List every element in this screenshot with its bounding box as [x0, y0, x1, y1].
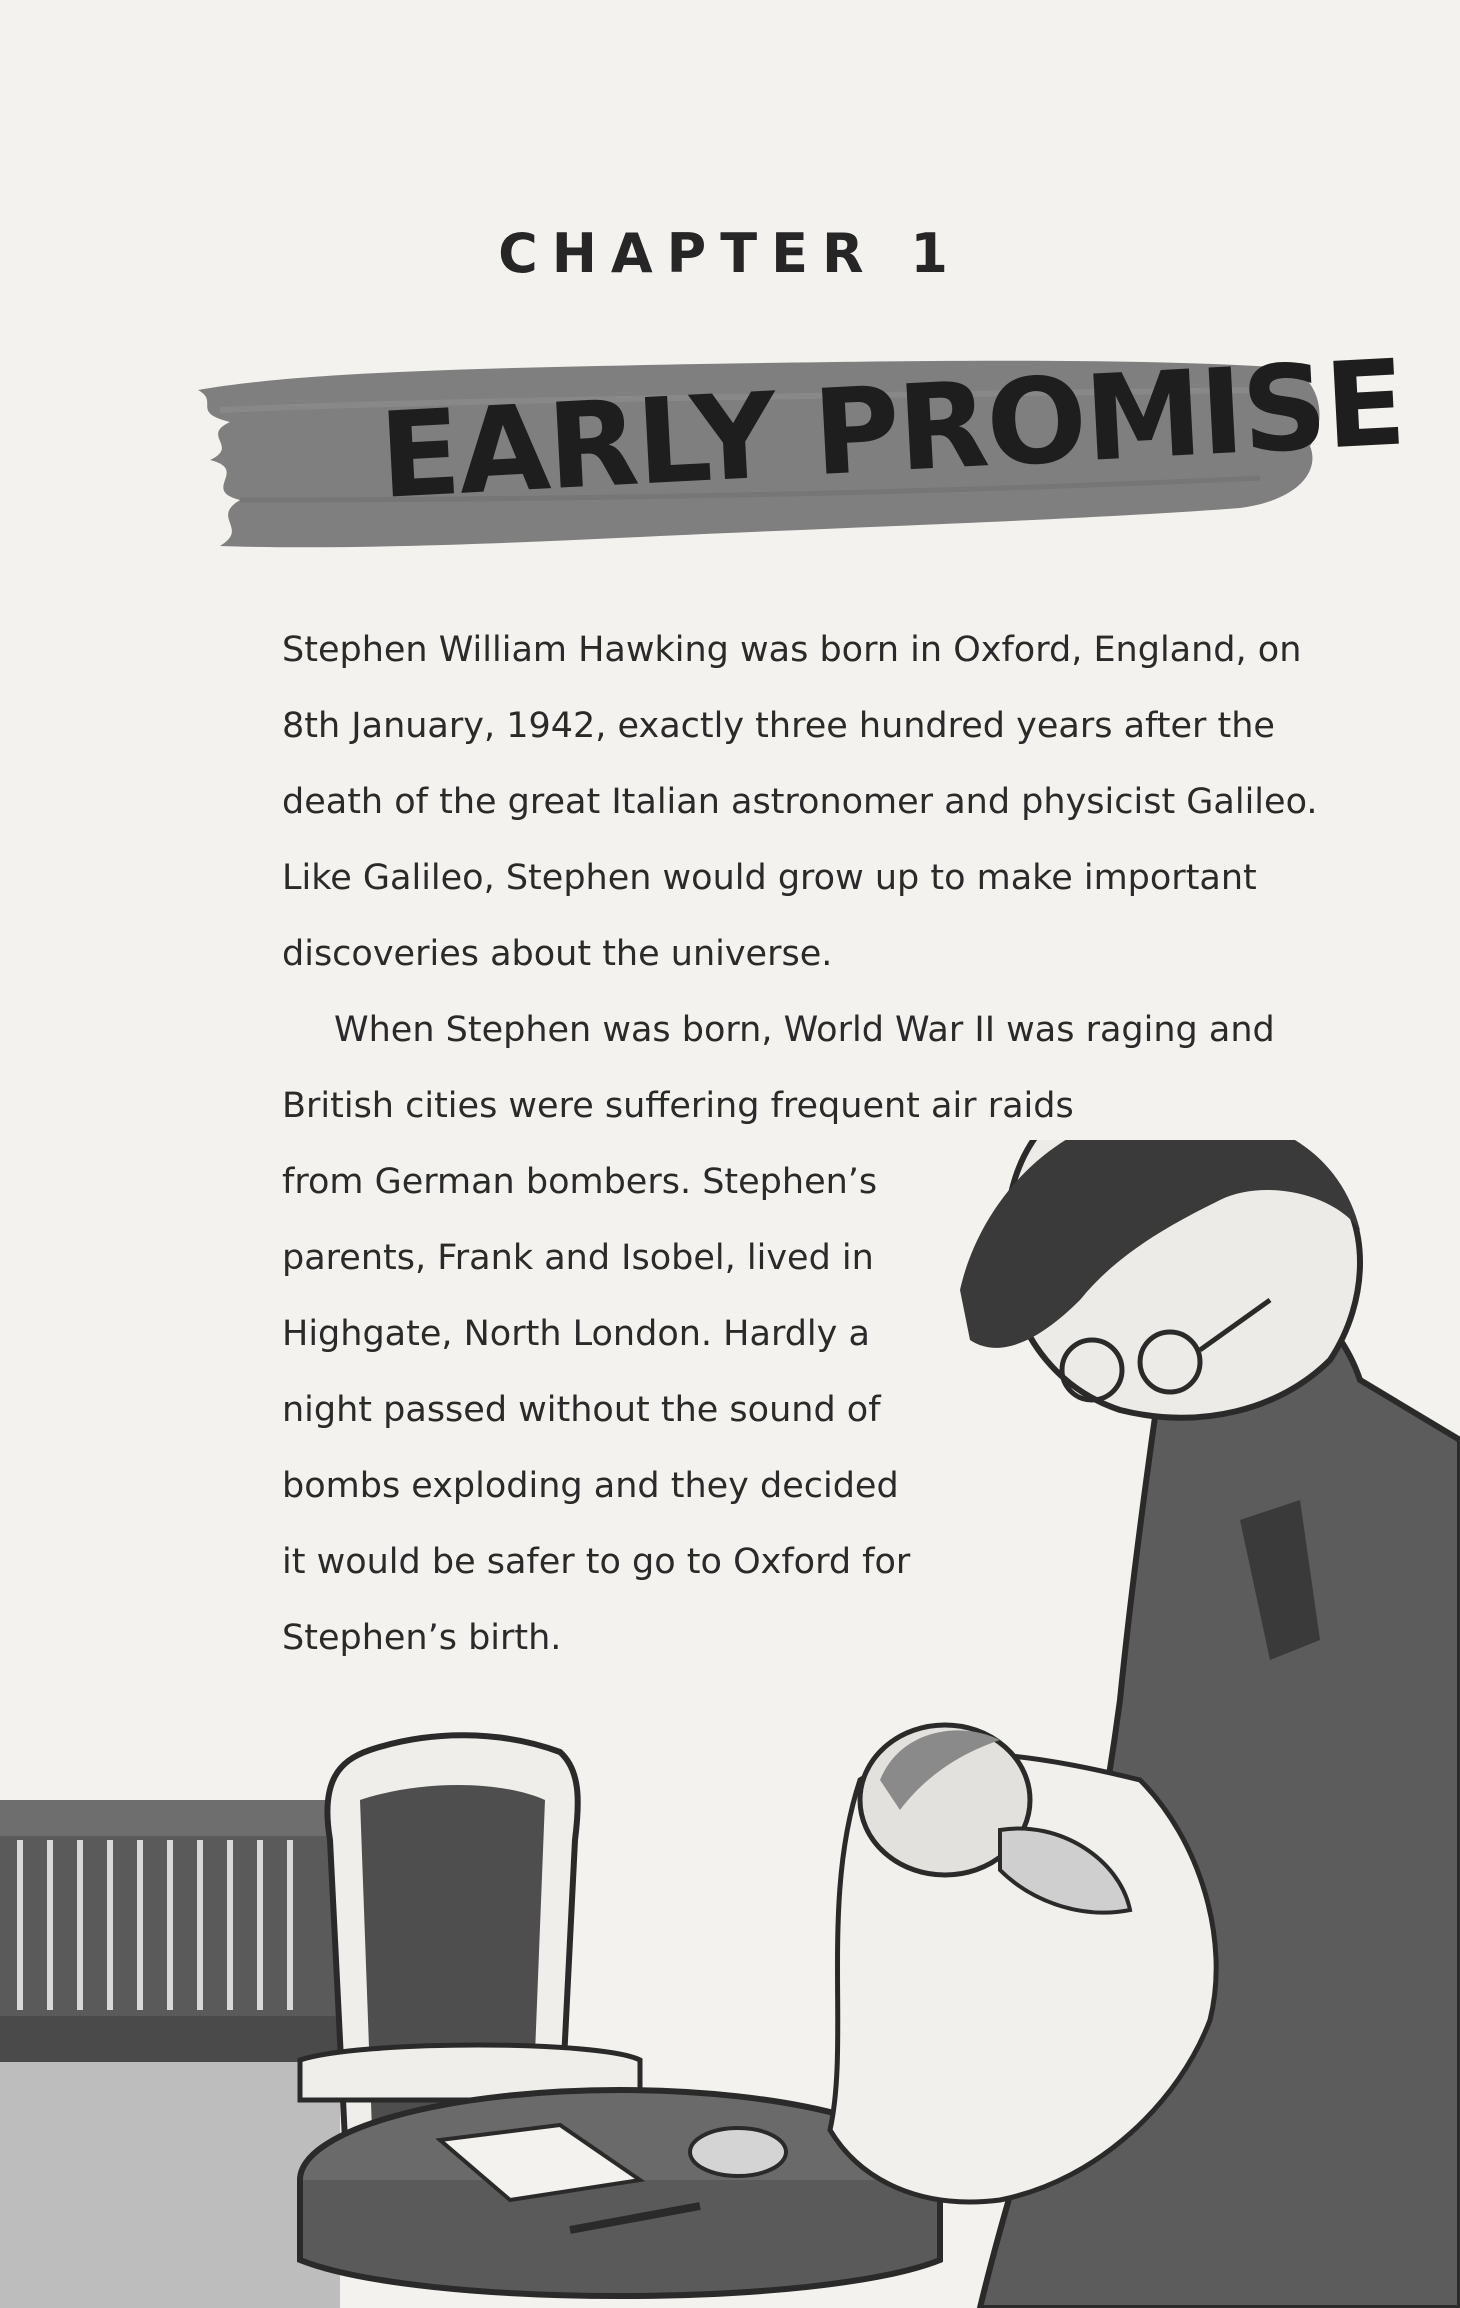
chapter-title: EARLY PROMISE — [376, 333, 1407, 525]
chapter-label: CHAPTER 1 — [498, 222, 962, 285]
paragraph-1: Stephen William Hawking was born in Oxford, England, on 8th January, 1942, exactly three hundred years after the death of the great Italian astronomer and physicist Galileo. Like Galileo, Stephen would grow up to make important discoveries about the universe. — [282, 630, 1318, 974]
father-holding-baby-illustration — [0, 1140, 1460, 2308]
paragraph-2-wide: When Stephen was born, World War II was raging and British cities were suffering frequent air raids — [282, 1010, 1275, 1126]
chair — [300, 1735, 640, 2140]
paragraph-2-narrow: from German bombers. Stephen’s parents, Frank and Isobel, lived in Highgate, North London. Hardly a night passed without the sound of bombs exploding and they decided it would be safer to go to Oxford for Stephen’s birth. — [282, 1162, 911, 1658]
